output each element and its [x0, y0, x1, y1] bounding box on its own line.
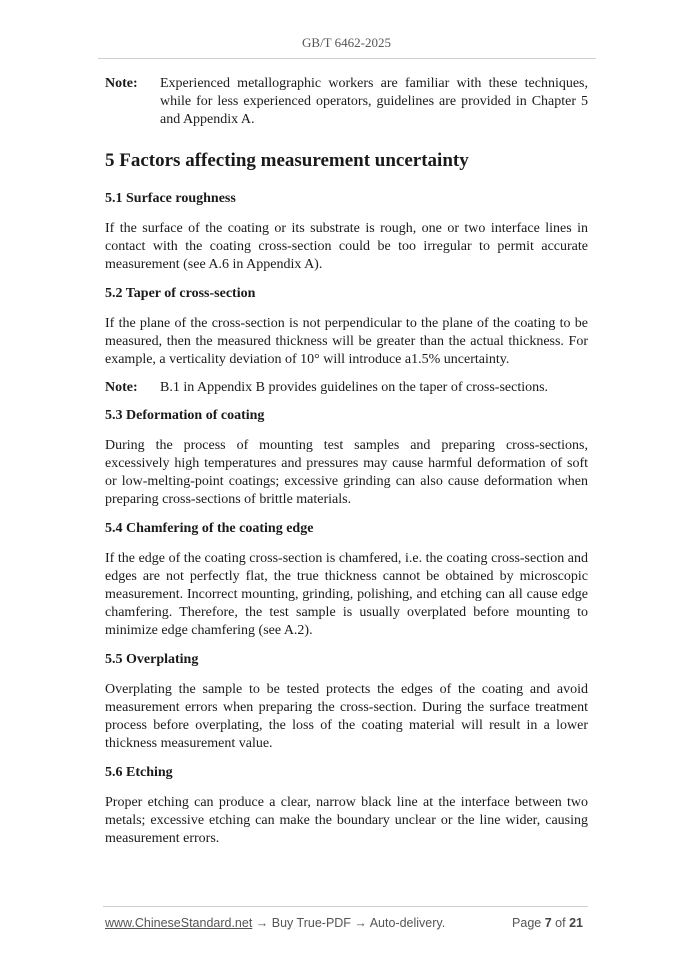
section-body-5-6: Proper etching can produce a clear, narrow black line at the interface between two metals; excessive etching can make the boundary unclear or the line wider, causing measurement errors.: [105, 795, 588, 846]
footer-promo-text: → Buy True-PDF → Auto-delivery.: [252, 916, 446, 930]
page-current: 7: [544, 916, 552, 930]
page-label: Page: [512, 916, 542, 930]
chapter-title: 5 Factors affecting measurement uncertainty: [105, 150, 469, 171]
footer-promo: [105, 916, 445, 930]
section-body-5-4: If the edge of the coating cross-section is chamfered, i.e. the coating cross-section and edges are not perfectly flat, the true thickness cannot be obtained by microscopic measurement. Incorrect mounting, grinding, polishing, and etching can all cause edge chamfering. Therefore, the test sample is usually overplated before mounting to minimize edge chamfering (see A.2).: [105, 551, 588, 638]
note-label: Note:: [105, 76, 138, 91]
document-header-title: GB/T 6462-2025: [302, 35, 391, 50]
section-heading-5-1: 5.1 Surface roughness: [105, 191, 236, 206]
note-text: B.1 in Appendix B provides guidelines on the taper of cross-sections.: [160, 380, 549, 395]
page-of-label: of: [555, 916, 566, 930]
section-body-5-1: If the surface of the coating or its substrate is rough, one or two interface lines in contact with the coating cross-section could be too irregular to permit accurate measurement (see A.6 in Appendix A).: [105, 221, 588, 272]
note-5-2: [105, 379, 588, 397]
header-divider: [98, 58, 596, 59]
page-content: [105, 70, 588, 848]
section-heading-5-3: 5.3 Deformation of coating: [105, 408, 265, 423]
section-heading-5-5: 5.5 Overplating: [105, 652, 199, 667]
note-label: Note:: [105, 380, 138, 395]
section-heading-5-4: 5.4 Chamfering of the coating edge: [105, 521, 314, 536]
section-body-5-5: Overplating the sample to be tested protects the edges of the coating and avoid measurement errors when preparing the cross-section. During the surface treatment process before overplating, the loss of the coating material will result in a lower thickness measurement value.: [105, 682, 588, 751]
chinesestandard-link[interactable]: www.ChineseStandard.net: [105, 916, 253, 930]
footer-divider: [103, 906, 588, 907]
note-top: [105, 75, 588, 129]
section-heading-5-2: 5.2 Taper of cross-section: [105, 286, 256, 301]
page-total: 21: [569, 916, 583, 930]
note-text: Experienced metallographic workers are familiar with these techniques, while for less experienced operators, guidelines are provided in Chapter 5 and Appendix A.: [160, 76, 588, 127]
section-heading-5-6: 5.6 Etching: [105, 765, 173, 780]
section-body-5-3: During the process of mounting test samples and preparing cross-sections, excessively high temperatures and pressures may cause harmful deformation of soft or low-melting-point coatings; excessive grinding can also cause deformation when preparing cross-sections of brittle materials.: [105, 438, 588, 507]
page-footer: [105, 916, 583, 930]
section-body-5-2: If the plane of the cross-section is not perpendicular to the plane of the coating to be measured, then the measured thickness will be greater than the actual thickness. For example, a verticality deviation of 10° will introduce a1.5% uncertainty.: [105, 316, 588, 367]
page-number: [512, 916, 583, 930]
